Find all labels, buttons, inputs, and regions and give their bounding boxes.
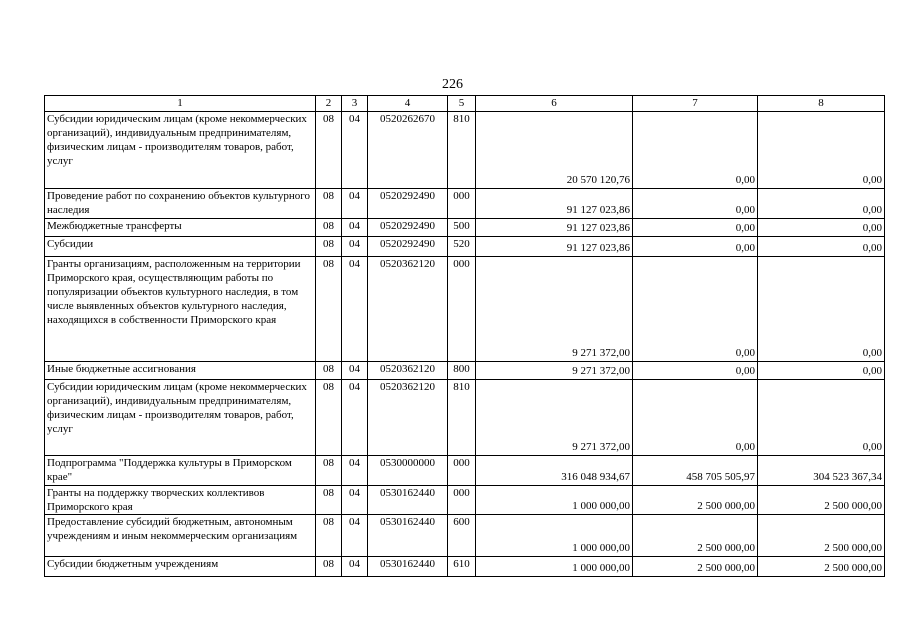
row-target-code: 0520362120 <box>368 257 448 362</box>
row-amount-col7-cell <box>633 456 758 486</box>
row-name: Гранты организациям, расположенным на территории Приморского края, осуществляющим работы по популяризации объектов культурного наследия, в том числе выявленных объектов культурного наследия, находящихся в собственности Приморского края <box>45 257 316 362</box>
row-subsection-code: 04 <box>342 257 368 362</box>
row-subsection-code: 04 <box>342 112 368 189</box>
row-amount-col7: 2 500 000,00 <box>697 500 755 512</box>
row-name: Иные бюджетные ассигнования <box>45 362 316 380</box>
row-name: Субсидии <box>45 237 316 257</box>
row-subsection-code: 04 <box>342 237 368 257</box>
table-row <box>45 257 885 362</box>
row-subsection-code: 04 <box>342 362 368 380</box>
table-row <box>45 557 885 577</box>
row-expense-type-code: 600 <box>448 515 476 557</box>
row-expense-type-code: 000 <box>448 486 476 515</box>
row-expense-type-code: 610 <box>448 557 476 577</box>
row-amount-col6: 91 127 023,86 <box>566 222 630 234</box>
row-amount-col6: 316 048 934,67 <box>561 471 630 483</box>
table-row <box>45 362 885 380</box>
row-target-code: 0520292490 <box>368 189 448 219</box>
column-header: 4 <box>368 96 448 112</box>
row-name: Предоставление субсидий бюджетным, автономным учреждениям и иным некоммерческим организациям <box>45 515 316 557</box>
row-amount-col6-cell <box>476 237 633 257</box>
row-amount-col8-cell <box>758 237 885 257</box>
row-target-code: 0520292490 <box>368 219 448 237</box>
row-amount-col6: 9 271 372,00 <box>572 347 630 359</box>
row-expense-type-code: 500 <box>448 219 476 237</box>
row-name: Субсидии бюджетным учреждениям <box>45 557 316 577</box>
row-target-code: 0530000000 <box>368 456 448 486</box>
row-target-code: 0530162440 <box>368 486 448 515</box>
row-section-code: 08 <box>316 237 342 257</box>
column-header: 1 <box>45 96 316 112</box>
row-amount-col8: 2 500 000,00 <box>824 500 882 512</box>
row-amount-col8-cell <box>758 557 885 577</box>
column-header: 8 <box>758 96 885 112</box>
row-amount-col6: 9 271 372,00 <box>572 365 630 377</box>
row-expense-type-code: 520 <box>448 237 476 257</box>
row-target-code: 0520362120 <box>368 380 448 456</box>
row-name: Гранты на поддержку творческих коллективов Приморского края <box>45 486 316 515</box>
row-amount-col7: 0,00 <box>735 441 755 453</box>
row-amount-col6-cell <box>476 257 633 362</box>
row-amount-col6-cell <box>476 380 633 456</box>
row-amount-col7: 458 705 505,97 <box>686 471 755 483</box>
row-amount-col8-cell <box>758 219 885 237</box>
row-amount-col6: 9 271 372,00 <box>572 441 630 453</box>
row-name: Подпрограмма "Поддержка культуры в Приморском крае" <box>45 456 316 486</box>
row-section-code: 08 <box>316 189 342 219</box>
row-amount-col8: 0,00 <box>862 441 882 453</box>
row-amount-col8: 0,00 <box>862 365 882 377</box>
row-amount-col7: 0,00 <box>735 204 755 216</box>
row-amount-col8-cell <box>758 515 885 557</box>
row-amount-col6-cell <box>476 189 633 219</box>
row-subsection-code: 04 <box>342 219 368 237</box>
row-subsection-code: 04 <box>342 189 368 219</box>
row-expense-type-code: 000 <box>448 189 476 219</box>
row-expense-type-code: 000 <box>448 257 476 362</box>
row-amount-col8: 0,00 <box>862 242 882 254</box>
table-row <box>45 219 885 237</box>
row-subsection-code: 04 <box>342 380 368 456</box>
row-amount-col6: 1 000 000,00 <box>572 500 630 512</box>
row-amount-col6-cell <box>476 219 633 237</box>
row-section-code: 08 <box>316 557 342 577</box>
row-amount-col7-cell <box>633 237 758 257</box>
row-amount-col7-cell <box>633 362 758 380</box>
row-amount-col7-cell <box>633 486 758 515</box>
row-amount-col6-cell <box>476 486 633 515</box>
row-amount-col8-cell <box>758 257 885 362</box>
row-section-code: 08 <box>316 257 342 362</box>
row-amount-col8-cell <box>758 189 885 219</box>
row-target-code: 0520292490 <box>368 237 448 257</box>
column-header: 6 <box>476 96 633 112</box>
column-header: 5 <box>448 96 476 112</box>
row-target-code: 0530162440 <box>368 515 448 557</box>
row-amount-col7-cell <box>633 257 758 362</box>
row-amount-col6-cell <box>476 362 633 380</box>
table-row <box>45 189 885 219</box>
row-amount-col8: 0,00 <box>862 204 882 216</box>
column-header: 3 <box>342 96 368 112</box>
row-section-code: 08 <box>316 486 342 515</box>
row-amount-col7-cell <box>633 112 758 189</box>
row-amount-col6: 20 570 120,76 <box>566 174 630 186</box>
row-amount-col7: 0,00 <box>735 347 755 359</box>
row-amount-col8: 2 500 000,00 <box>824 542 882 554</box>
table-row <box>45 456 885 486</box>
row-amount-col8: 0,00 <box>862 347 882 359</box>
row-amount-col7: 0,00 <box>735 242 755 254</box>
table-header-row <box>45 96 885 112</box>
row-amount-col7: 0,00 <box>735 174 755 186</box>
row-amount-col7: 2 500 000,00 <box>697 562 755 574</box>
table-row <box>45 515 885 557</box>
row-amount-col7-cell <box>633 557 758 577</box>
column-header: 2 <box>316 96 342 112</box>
row-amount-col6-cell <box>476 112 633 189</box>
row-amount-col7-cell <box>633 189 758 219</box>
row-amount-col6-cell <box>476 557 633 577</box>
row-amount-col6: 91 127 023,86 <box>566 242 630 254</box>
table-row <box>45 486 885 515</box>
row-amount-col6-cell <box>476 515 633 557</box>
row-target-code: 0530162440 <box>368 557 448 577</box>
row-section-code: 08 <box>316 362 342 380</box>
row-amount-col8: 2 500 000,00 <box>824 562 882 574</box>
row-amount-col6: 91 127 023,86 <box>566 204 630 216</box>
row-name: Межбюджетные трансферты <box>45 219 316 237</box>
row-amount-col7: 0,00 <box>735 365 755 377</box>
table-row <box>45 112 885 189</box>
budget-table <box>44 95 885 577</box>
row-amount-col6: 1 000 000,00 <box>572 562 630 574</box>
row-subsection-code: 04 <box>342 456 368 486</box>
row-amount-col8-cell <box>758 362 885 380</box>
table-row <box>45 237 885 257</box>
row-amount-col7-cell <box>633 219 758 237</box>
row-name: Проведение работ по сохранению объектов культурного наследия <box>45 189 316 219</box>
row-amount-col8-cell <box>758 456 885 486</box>
row-expense-type-code: 810 <box>448 380 476 456</box>
row-section-code: 08 <box>316 112 342 189</box>
page-number: 226 <box>442 77 463 92</box>
row-amount-col7: 0,00 <box>735 222 755 234</box>
row-subsection-code: 04 <box>342 486 368 515</box>
row-section-code: 08 <box>316 515 342 557</box>
column-header: 7 <box>633 96 758 112</box>
row-section-code: 08 <box>316 380 342 456</box>
row-target-code: 0520362120 <box>368 362 448 380</box>
row-amount-col8-cell <box>758 380 885 456</box>
row-amount-col6: 1 000 000,00 <box>572 542 630 554</box>
row-amount-col8-cell <box>758 486 885 515</box>
row-amount-col8: 0,00 <box>862 174 882 186</box>
row-target-code: 0520262670 <box>368 112 448 189</box>
row-amount-col6-cell <box>476 456 633 486</box>
row-amount-col7-cell <box>633 380 758 456</box>
row-expense-type-code: 810 <box>448 112 476 189</box>
row-section-code: 08 <box>316 456 342 486</box>
row-amount-col8-cell <box>758 112 885 189</box>
row-amount-col8: 304 523 367,34 <box>813 471 882 483</box>
row-expense-type-code: 000 <box>448 456 476 486</box>
row-name: Субсидии юридическим лицам (кроме некоммерческих организаций), индивидуальным предпринимателям, физическим лицам - производителям товаров, работ, услуг <box>45 380 316 456</box>
row-subsection-code: 04 <box>342 515 368 557</box>
table-row <box>45 380 885 456</box>
row-section-code: 08 <box>316 219 342 237</box>
row-amount-col8: 0,00 <box>862 222 882 234</box>
row-subsection-code: 04 <box>342 557 368 577</box>
row-amount-col7-cell <box>633 515 758 557</box>
row-amount-col7: 2 500 000,00 <box>697 542 755 554</box>
row-name: Субсидии юридическим лицам (кроме некоммерческих организаций), индивидуальным предпринимателям, физическим лицам - производителям товаров, работ, услуг <box>45 112 316 189</box>
row-expense-type-code: 800 <box>448 362 476 380</box>
